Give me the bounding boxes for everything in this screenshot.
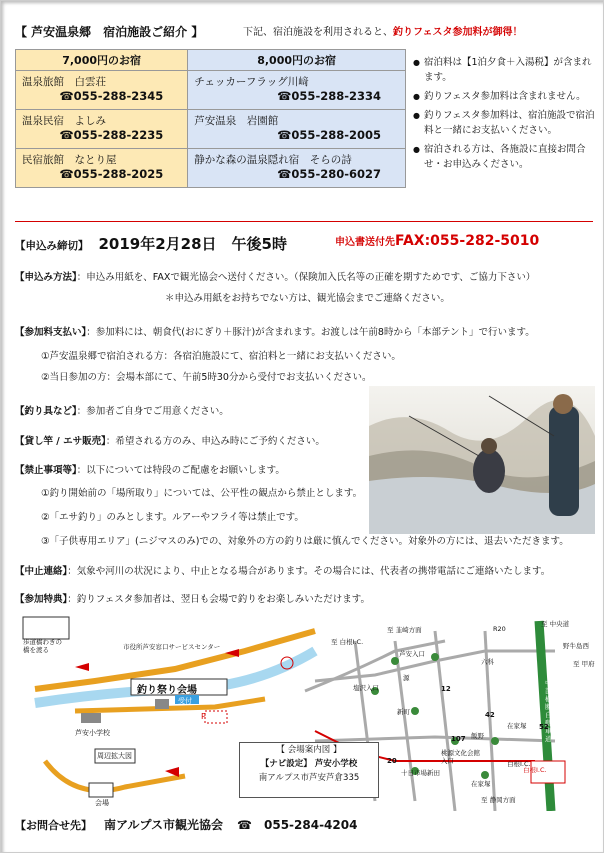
route-number: 20: [387, 757, 397, 765]
map-label: 在家塚: [471, 780, 491, 788]
method-label: 【申込み方法】: [15, 272, 77, 283]
map-box-navi: 【ナビ設定】 芦安小学校: [260, 759, 358, 769]
map-box-address: 南アルプス市芦安芦倉335: [258, 773, 360, 783]
fee-section: [15, 324, 535, 338]
bonus-text: ：釣りフェスタ参加者は、翌日も会場で釣りをお楽しみいただけます。: [67, 594, 371, 605]
fee-item: ②当日参加の方：会場本部にて、午前5時30分から受付でお支払いください。: [41, 372, 372, 383]
lodging-name: 温泉旅館 白雲荘: [22, 76, 106, 88]
method-text: ：申込み用紙を、FAXで観光協会へ送付ください。（保険加入氏名等の正確を期すためです、ご協力下さい）: [76, 272, 536, 283]
ban-item: ③「子供専用エリア」(ニジマスのみ)での、対象外の方の釣りは厳に慎んでください。対象外の方には、退去いただきます。: [41, 536, 569, 547]
footer-label: 【お問合せ先】: [15, 819, 92, 832]
map-label: 六科: [481, 658, 494, 666]
lodging-tel: ☎055-288-2025: [59, 167, 164, 181]
col2-heading: 8,000円のお宿: [188, 50, 406, 71]
divider: [15, 221, 593, 222]
lodging-note: [243, 23, 523, 38]
fee-item: ①芦安温泉郷で宿泊される方：各宿泊施設にて、宿泊料と一緒にお支払いください。: [41, 351, 401, 362]
map-label: 至 中央道: [541, 620, 570, 628]
map-label: 新町: [397, 708, 410, 716]
lodging-name: 静かな森の温泉隠れ宿 そらの詩: [194, 154, 352, 166]
ban-item: ②「エサ釣り」のみとします。ルアーやフライ等は禁止です。: [41, 512, 304, 523]
map-bridge-note: 歩道橋わきの橋を渡る: [23, 638, 62, 654]
fax-info: [335, 233, 539, 249]
table-row: [16, 110, 406, 149]
map-box-title: 【 会場案内図 】: [276, 745, 342, 755]
note-highlight: 釣りフェスタ参加料が御得！: [393, 27, 523, 38]
map-label: R20: [493, 625, 506, 633]
rental-label: 【貸し竿 / エサ販売】: [15, 436, 106, 447]
lodging-table: [15, 49, 406, 188]
map-parking: P: [201, 712, 206, 721]
deadline: [15, 233, 287, 254]
map-label: 芦安入口: [399, 650, 425, 658]
footer: [15, 816, 357, 833]
map-reception: 受付: [178, 697, 192, 705]
rental-text: ：希望される方のみ、申込み時にご予約ください。: [105, 436, 325, 447]
method-sub: ＊申込み用紙をお持ちでない方は、観光協会までご連絡ください。: [165, 293, 450, 304]
gear-section: [15, 403, 229, 417]
route-number: 52: [539, 723, 549, 731]
lodging-name: チェッカーフラッグ川﨑: [194, 76, 309, 88]
map-label: 飯野: [471, 732, 484, 740]
footer-org: 南アルプス市観光協会: [104, 818, 224, 832]
map-label: 至 甲府: [573, 660, 595, 668]
fax-label: 申込書送付先: [335, 237, 395, 248]
rental-section: [15, 433, 325, 447]
map-school: 芦安小学校: [75, 729, 110, 737]
note-prefix: 下記、宿泊施設を利用されると、: [243, 27, 393, 38]
map-label: 至 韮崎方面: [387, 626, 422, 634]
fee-label: 【参加料支払い】: [15, 327, 87, 338]
map-venue: 釣り祭り会場: [137, 685, 197, 696]
map-label: 桃源文化会館入口: [441, 749, 480, 765]
map-label: 白根I.C.: [507, 760, 531, 768]
map-label: 中部横断自動車道: [545, 679, 552, 743]
lodging-title: 【 芦安温泉郷 宿泊施設ご紹介 】: [15, 25, 204, 39]
map-service-center: 市役所芦安窓口サービスセンター: [123, 643, 221, 651]
cancel-label: 【中止連絡】: [15, 566, 68, 577]
map-label: 至 白根I.C.: [331, 638, 364, 646]
map-label: 在家塚: [507, 722, 527, 730]
note-item: ● 宿泊料は【1泊夕食＋入湯税】が含まれます。: [413, 55, 599, 85]
map-label: 十日市場新田: [401, 769, 440, 777]
fishing-photo: [369, 386, 595, 534]
deadline-date: 2019年2月28日 午後5時: [98, 235, 287, 253]
route-number: 107: [451, 735, 466, 743]
cancel-text: ：気象や河川の状況により、中止となる場合があります。その場合には、代表者の携帯電話にご連絡いたします。: [67, 566, 551, 577]
lodging-notes: [413, 55, 599, 176]
lodging-tel: ☎055-288-2334: [277, 89, 381, 103]
gear-text: ：参加者ご自身でご用意ください。: [76, 406, 229, 417]
col1-heading: 7,000円のお宿: [16, 50, 188, 71]
lodging-tel: ☎055-288-2005: [277, 128, 381, 142]
note-item: ● 宿泊される方は、各施設に直接お問合せ・お申込みください。: [413, 142, 599, 172]
fee-text: ：参加料には、朝食代(おにぎり＋豚汁)が含まれます。お渡しは午前8時から「本部テント」で行います。: [86, 327, 535, 338]
ban-label: 【禁止事項等】: [15, 465, 77, 476]
table-row: [16, 71, 406, 110]
route-number: 12: [441, 685, 451, 693]
fax-number: FAX:055-282-5010: [395, 233, 540, 249]
deadline-label: 【申込み締切】: [15, 240, 89, 252]
bonus-section: [15, 591, 370, 605]
lodging-tel: ☎055-288-2235: [59, 128, 164, 142]
lodging-name: 芦安温泉 岩園館: [194, 115, 279, 127]
map-label: 至 静岡方面: [481, 796, 516, 804]
map-label: 源: [403, 674, 410, 682]
lodging-tel: ☎055-280-6027: [277, 167, 381, 181]
map-venue-small: 会場: [95, 799, 109, 807]
method-section: [15, 269, 535, 283]
map-label: 白根I.C.: [523, 766, 547, 774]
lodging-tel: ☎055-288-2345: [59, 89, 164, 103]
lodging-name: 民宿旅館 なとり屋: [22, 154, 117, 166]
map-label: 野牛島西: [563, 642, 589, 650]
ban-item: ①釣り開始前の「場所取り」については、公平性の観点から禁止とします。: [41, 488, 363, 499]
route-number: 42: [485, 711, 495, 719]
footer-tel: ☎ 055-284-4204: [237, 818, 358, 832]
ban-text: ：以下については特段のご配慮をお願いします。: [76, 465, 285, 476]
note-item: ● 釣りフェスタ参加料は、宿泊施設で宿泊料と一緒にお支払いください。: [413, 108, 599, 138]
ban-section: [15, 462, 285, 476]
table-row: [16, 149, 406, 188]
lodging-name: 温泉民宿 よしみ: [22, 115, 106, 127]
note-item: ● 釣りフェスタ参加料は含まれません。: [413, 89, 599, 104]
map-legend-box: [239, 742, 379, 798]
bonus-label: 【参加特典】: [15, 594, 68, 605]
gear-label: 【釣り具など】: [15, 406, 77, 417]
cancel-section: [15, 563, 550, 577]
map-enlarged: 周辺拡大図: [97, 752, 132, 760]
map-label: 塩沢入口: [353, 684, 379, 692]
